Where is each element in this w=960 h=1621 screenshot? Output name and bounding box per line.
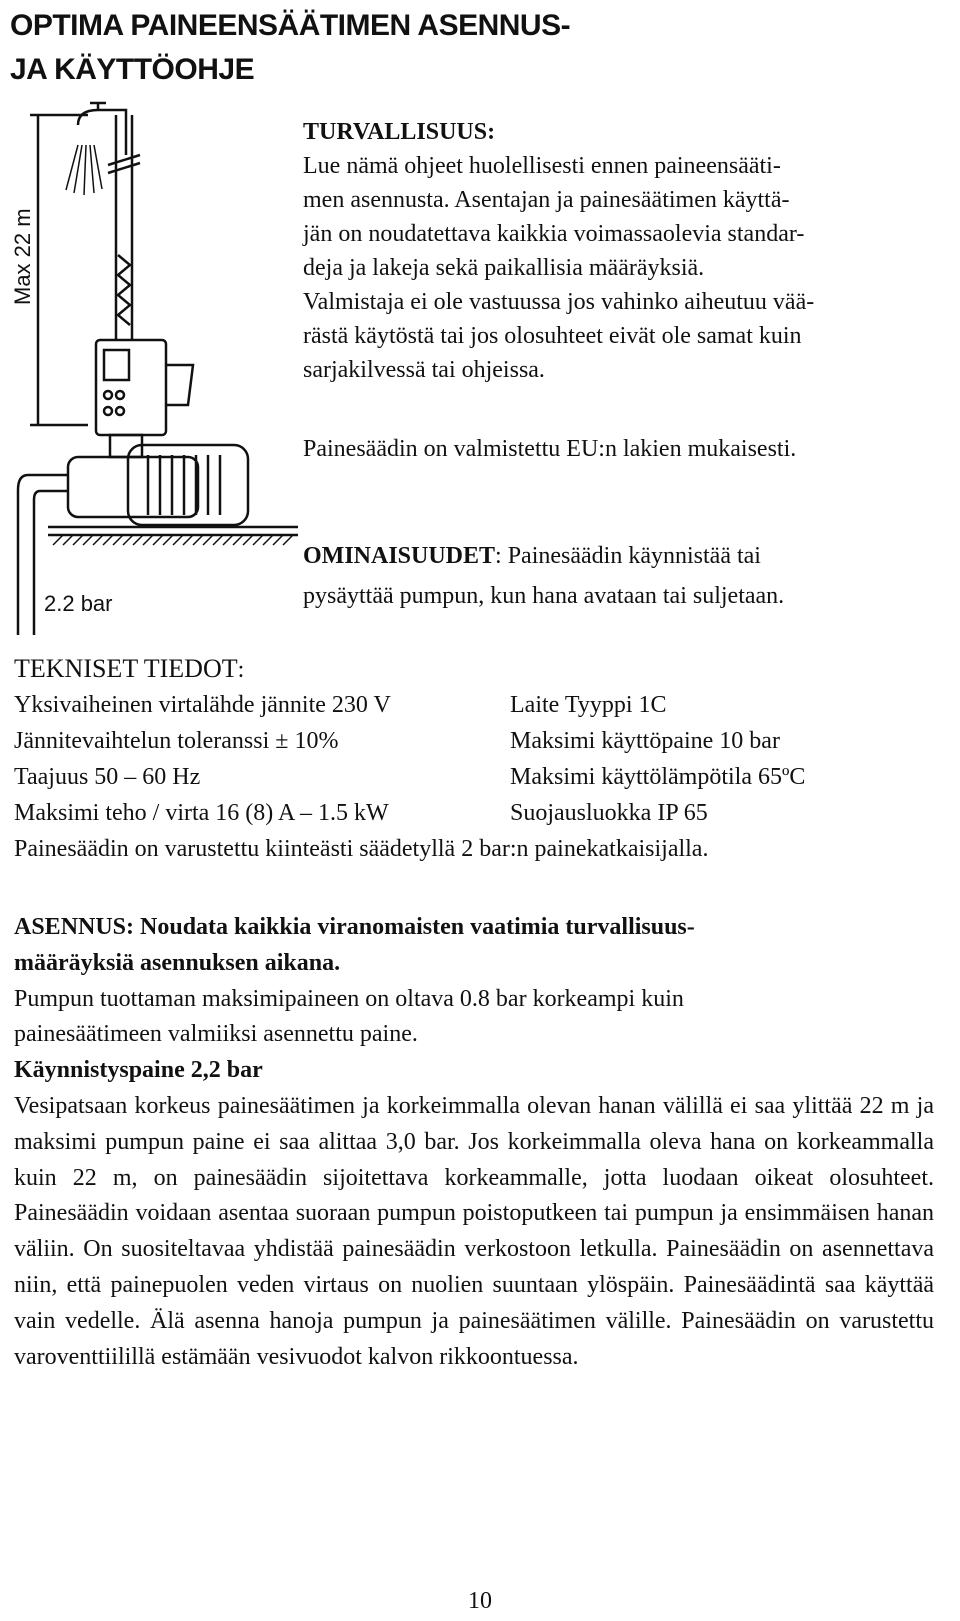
features-heading: OMINAISUUDET <box>303 543 496 569</box>
safety-line: rästä käytöstä tai jos olosuhteet eivät ole samat kuin <box>303 323 802 349</box>
install-line-1: Pumpun tuottaman maksimipaineen on oltava 0.8 bar korkeampi kuin <box>14 985 684 1012</box>
pressure-label: 2.2 bar <box>44 591 113 616</box>
safety-line: men asennusta. Asentajan ja painesäätimen käyttä- <box>303 187 790 213</box>
install-heading-2: määräyksiä asennuksen aikana. <box>14 949 341 976</box>
start-pressure: Käynnistyspaine 2,2 bar <box>14 1057 263 1084</box>
safety-section <box>303 115 943 387</box>
install-body: Vesipatsaan korkeus painesäätimen ja korkeimmalla olevan hanan välillä ei saa ylittää 22 m ja maksimi pumpun paine ei saa alittaa 3,0 bar. Jos korkeimmalla oleva hana on korkeammalla kuin 22 m, on painesäädin sijoitettava korkeammalle, jotta luodaan oikeat olosuhteet. Painesäädin voidaan asentaa suoraan pumpun poistoputkeen tai pumpun ja ensimmäisen hanan väliin. On suositeltavaa yhdistää painesäädin verkostoon letkulla. Painesäädin on asennettava niin, että painepuolen veden virtaus on nuolien suuntaan ylöspäin. Painesäädintä saa käyttää vain vedelle. Älä asenna hanoja pumpun ja painesäätimen välille. Painesäädin on varustettu varoventtiilillä estämään vesivuodot kalvon rikkoontuessa. <box>14 1092 934 1370</box>
install-section <box>14 910 934 1375</box>
spec-left: Yksivaiheinen virtalähde jännite 230 V <box>14 692 391 718</box>
install-heading-1: ASENNUS: Noudata kaikkia viranomaisten vaatimia turvallisuus- <box>14 914 695 940</box>
specs-note: Painesäädin on varustettu kiinteästi säädetyllä 2 bar:n painekatkaisijalla. <box>14 836 709 862</box>
safety-heading: TURVALLISUUS: <box>303 119 496 145</box>
spec-right: Maksimi käyttölämpötila 65ºC <box>510 764 806 790</box>
page-title <box>10 4 570 92</box>
spec-left: Taajuus 50 – 60 Hz <box>14 764 201 790</box>
spec-left: Maksimi teho / virta 16 (8) A – 1.5 kW <box>14 800 389 826</box>
spec-right: Suojausluokka IP 65 <box>510 800 708 826</box>
spec-left: Jännitevaihtelun toleranssi ± 10% <box>14 728 339 754</box>
safety-line: sarjakilvessä tai ohjeissa. <box>303 357 545 383</box>
title-line-2: JA KÄYTTÖOHJE <box>10 53 255 86</box>
spec-row <box>14 688 944 723</box>
eu-note: Painesäädin on valmistettu EU:n lakien mukaisesti. <box>303 436 797 462</box>
safety-line: Lue nämä ohjeet huolellisesti ennen paineensääti- <box>303 153 781 179</box>
installation-diagram <box>8 95 298 645</box>
page-number: 10 <box>468 1588 492 1614</box>
title-line-1: OPTIMA PAINEENSÄÄTIMEN ASENNUS- <box>10 9 571 42</box>
spec-row <box>14 724 944 759</box>
specs-heading: TEKNISET TIEDOT: <box>14 654 245 683</box>
spec-right: Maksimi käyttöpaine 10 bar <box>510 728 780 754</box>
spec-right: Laite Tyyppi 1C <box>510 692 667 718</box>
features-section <box>303 536 943 616</box>
max-height-label: Max 22 m <box>10 208 35 305</box>
features-text-1: : Painesäädin käynnistää tai <box>495 543 761 569</box>
spec-row <box>14 760 944 795</box>
safety-line: Valmistaja ei ole vastuussa jos vahinko aiheutuu vää- <box>303 289 815 315</box>
features-text-2: pysäyttää pumpun, kun hana avataan tai suljetaan. <box>303 583 785 609</box>
spec-row <box>14 796 944 831</box>
safety-line: deja ja lakeja sekä paikallisia määräyksiä. <box>303 255 705 281</box>
install-line-2: painesäätimeen valmiiksi asennettu paine. <box>14 1021 418 1048</box>
safety-line: jän on noudatettava kaikkia voimassaolevia standar- <box>303 221 805 247</box>
